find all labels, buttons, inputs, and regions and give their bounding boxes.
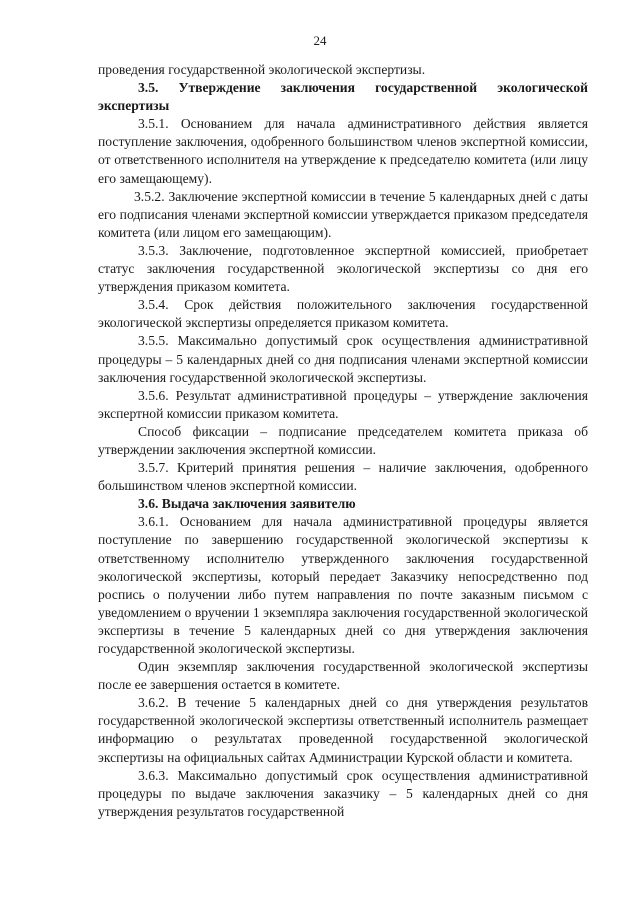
section-heading-3-5: 3.5. Утверждение заключения государственной экологической экспертизы xyxy=(98,80,588,114)
paragraph-3-5-3: 3.5.3. Заключение, подготовленное экспертной комиссией, приобретает статус заключения государственной экологической экспертизы со дня его утверждения приказом комитета. xyxy=(98,242,588,295)
margin-mark xyxy=(58,76,59,77)
paragraph-3-6-2: 3.6.2. В течение 5 календарных дней со дня утверждения результатов государственной экологической экспертизы ответственный исполнитель размещает информацию о результатах проведенной государственной экологической экспертизы на официальных сайтах Администрации Курской области и комитета. xyxy=(98,695,588,765)
paragraph-3-5-7: 3.5.7. Критерий принятия решения – наличие заключения, одобренного большинством членов экспертной комиссии. xyxy=(98,460,588,494)
document-body xyxy=(98,61,588,821)
paragraph-copy-retained: Один экземпляр заключения государственной экологической экспертизы после ее завершения остается в комитете. xyxy=(98,659,588,693)
paragraph-fixation-method: Способ фиксации – подписание председателем комитета приказа об утверждении заключения экспертной комиссии. xyxy=(98,423,588,457)
section-heading-3-6: 3.6. Выдача заключения заявителю xyxy=(138,496,356,512)
paragraph-3-6-3: 3.6.3. Максимально допустимый срок осуществления административной процедуры по выдаче заключения заказчику – 5 календарных дней со дня утверждения результатов государственной xyxy=(98,767,588,819)
continuation-line: проведения государственной экологической экспертизы. xyxy=(98,62,426,77)
paragraph-3-5-6: 3.5.6. Результат административной процедуры – утверждение заключения экспертной комиссии приказом комитета. xyxy=(98,387,588,421)
paragraph-3-6-1: 3.6.1. Основанием для начала административной процедуры является поступление по завершению государственной экологической экспертизы к ответственному исполнителю утвержденного заключения государственной экологической экспертизы, который передает Заказчику непосредственно под роспись о получении либо путем направления по почте заказным письмом с уведомлением о вручении 1 экземпляра заключения государственной экологической экспертизы в течение 5 календарных дней со дня утверждения заключения государственной экологической экспертизы. xyxy=(98,514,588,656)
page-number: 24 xyxy=(313,33,327,48)
paragraph-3-5-4: 3.5.4. Срок действия положительного заключения государственной экологической экспертизы определяется приказом комитета. xyxy=(98,297,588,331)
paragraph-3-5-2: 3.5.2. Заключение экспертной комиссии в течение 5 календарных дней с даты его подписания членами экспертной комиссии утверждается приказом председателя комитета (или лицом его замещающим). xyxy=(98,188,588,240)
paragraph-3-5-5: 3.5.5. Максимально допустимый срок осуществления административной процедуры – 5 календарных дней со дня подписания членами экспертной комиссии заключения государственной экологической экспертизы. xyxy=(98,333,588,385)
paragraph-3-5-1: 3.5.1. Основанием для начала административного действия является поступление заключения, одобренного большинством членов экспертной комиссии, от ответственного исполнителя на утверждение к председателю комитета (или лицу его замещающему). xyxy=(98,116,588,186)
